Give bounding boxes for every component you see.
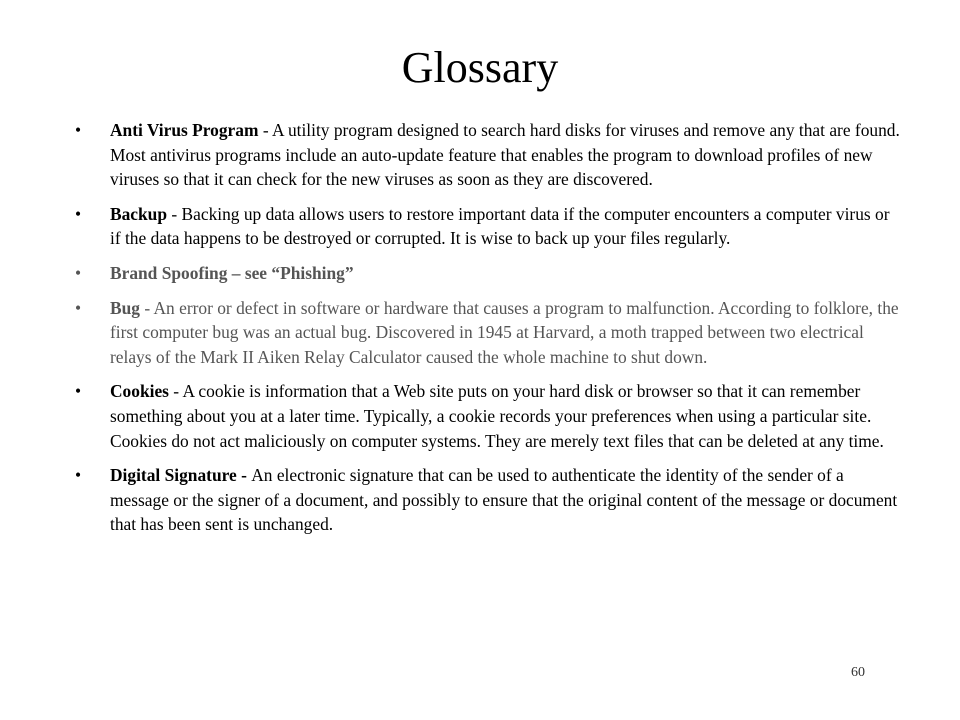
entry-definition: A cookie is information that a Web site puts on your hard disk or browser so that it can remember something about you at a later time. Typically, a cookie records your preferences when using a particular site. Cookies do not act maliciously on computer systems. They are merely text files that can be deleted at any time. bbox=[110, 381, 884, 451]
entry-term: Cookies bbox=[110, 381, 169, 402]
entry-separator: - bbox=[167, 203, 182, 224]
bullet-icon: • bbox=[75, 203, 82, 224]
glossary-entry-bug bbox=[72, 296, 902, 370]
page-title: Glossary bbox=[401, 43, 559, 92]
page-number: 60 bbox=[851, 665, 865, 680]
entry-separator: - bbox=[258, 120, 272, 140]
glossary-entry-anti-virus-program bbox=[72, 118, 902, 192]
entry-definition: A utility program designed to search hard disks for viruses and remove any that are found. Most antivirus programs include an auto-update feature that enables the program to download profiles of new viruses so that it can check for the new viruses as soon as they are discovered. bbox=[110, 120, 900, 190]
bullet-icon: • bbox=[75, 465, 82, 486]
bullet-icon: • bbox=[75, 297, 82, 318]
entry-term: Backup bbox=[110, 203, 168, 224]
entry-definition: Backing up data allows users to restore important data if the computer encounters a computer virus or if the data happens to be destroyed or corrupted. It is wise to back up your files regularly. bbox=[110, 203, 890, 249]
entry-definition: An electronic signature that can be used to authenticate the identity of the sender of a message or the signer of a document, and possibly to ensure that the original content of the message or document that has been sent is unchanged. bbox=[110, 465, 898, 535]
glossary-entry-backup bbox=[72, 202, 902, 251]
bullet-icon: • bbox=[75, 120, 82, 140]
glossary-list bbox=[72, 118, 902, 547]
entry-term: Digital Signature - bbox=[110, 465, 252, 486]
glossary-entry-digital-signature bbox=[72, 463, 902, 537]
bullet-icon: • bbox=[75, 381, 82, 402]
entry-separator: - bbox=[168, 381, 183, 402]
entry-definition: An error or defect in software or hardware that causes a program to malfunction. According to folklore, the first computer bug was an actual bug. Discovered in 1945 at Harvard, a moth trapped between two electrical relays of the Mark II Aiken Relay Calculator caused the whole machine to shut down. bbox=[110, 297, 899, 367]
glossary-entry-cookies bbox=[72, 379, 902, 453]
entry-term: Brand Spoofing – see “Phishing” bbox=[110, 262, 354, 283]
bullet-icon: • bbox=[75, 262, 82, 283]
entry-term: Bug bbox=[110, 297, 140, 318]
entry-term: Anti Virus Program bbox=[110, 120, 259, 140]
glossary-entry-brand-spoofing bbox=[72, 261, 902, 286]
entry-separator: - bbox=[139, 297, 154, 318]
